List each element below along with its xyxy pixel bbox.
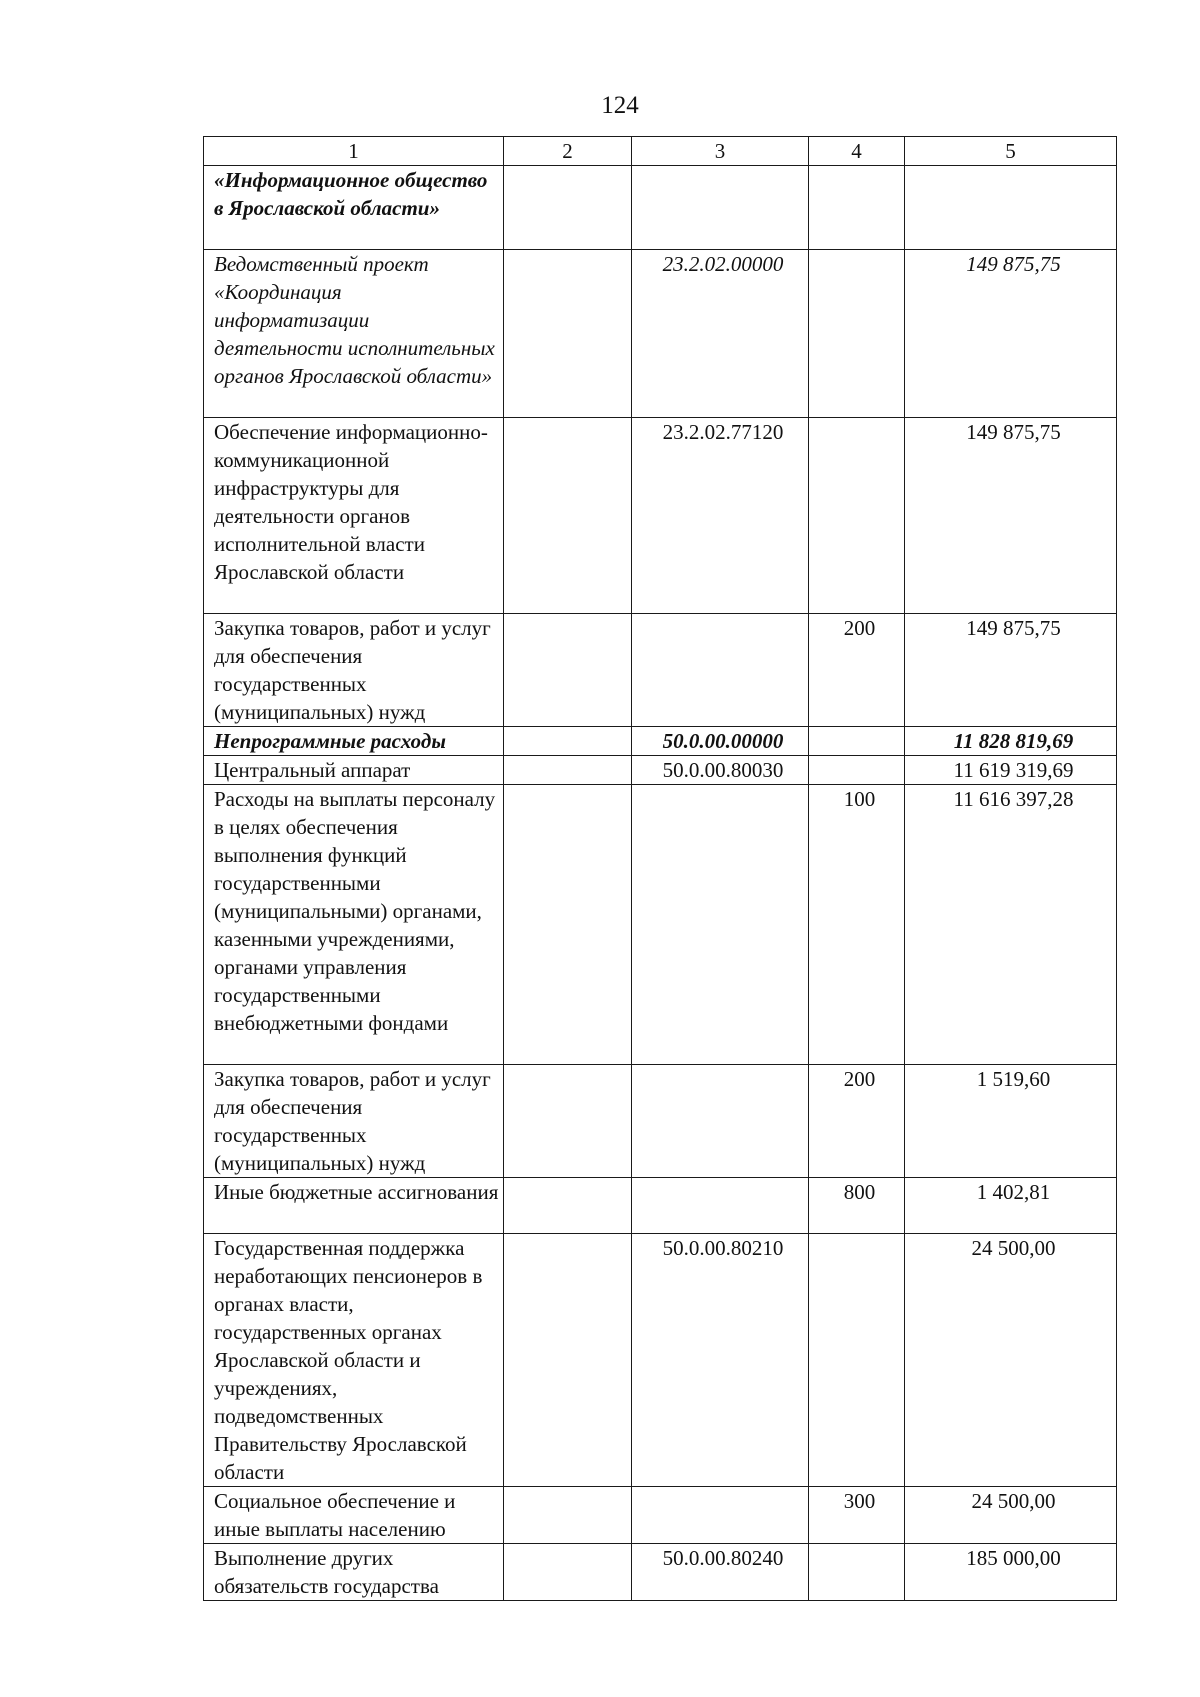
table-row — [204, 250, 1117, 418]
table-cell-col1: «Информационное общество в Ярославской области» — [204, 166, 504, 250]
table-cell-col5: 149 875,75 — [905, 614, 1117, 727]
table-cell-col2 — [504, 1544, 632, 1601]
table-row — [204, 727, 1117, 756]
table-cell-col4 — [809, 1234, 905, 1487]
table-cell-col5: 149 875,75 — [905, 418, 1117, 614]
page-number: 124 — [601, 92, 639, 119]
table-cell-col2 — [504, 418, 632, 614]
table-cell-col2 — [504, 614, 632, 727]
table-cell-col3: 23.2.02.77120 — [632, 418, 809, 614]
table-cell-col1: Центральный аппарат — [204, 756, 504, 785]
table-cell-col1: Иные бюджетные ассигнования — [204, 1178, 504, 1234]
table-cell-col4 — [809, 418, 905, 614]
table-cell-col4: 300 — [809, 1487, 905, 1544]
table-cell-col5 — [905, 166, 1117, 250]
table-cell-col2 — [504, 250, 632, 418]
table-cell-col4 — [809, 1544, 905, 1601]
table-cell-col4 — [809, 727, 905, 756]
column-header-2: 2 — [504, 137, 632, 166]
table-cell-col5: 1 402,81 — [905, 1178, 1117, 1234]
budget-table — [203, 136, 1117, 1601]
table-cell-col5: 1 519,60 — [905, 1065, 1117, 1178]
table-cell-col1: Государственная поддержка неработающих пенсионеров в органах власти, государственных органах Ярославской области и учреждениях, подведомственных Правительству Ярославской области — [204, 1234, 504, 1487]
table-cell-col4: 200 — [809, 614, 905, 727]
table-cell-col3 — [632, 166, 809, 250]
table-cell-col5: 11 616 397,28 — [905, 785, 1117, 1065]
table-cell-col1: Закупка товаров, работ и услуг для обеспечения государственных (муниципальных) нужд — [204, 1065, 504, 1178]
table-cell-col2 — [504, 1178, 632, 1234]
table-cell-col3: 50.0.00.80210 — [632, 1234, 809, 1487]
table-cell-col2 — [504, 785, 632, 1065]
table-cell-col5: 185 000,00 — [905, 1544, 1117, 1601]
table-cell-col1: Ведомственный проект «Координация информатизации деятельности исполнительных органов Ярославской области» — [204, 250, 504, 418]
table-cell-col2 — [504, 756, 632, 785]
table-row — [204, 166, 1117, 250]
table-cell-col3 — [632, 614, 809, 727]
table-cell-col3: 23.2.02.00000 — [632, 250, 809, 418]
table-cell-col3: 50.0.00.80030 — [632, 756, 809, 785]
table-cell-col4 — [809, 166, 905, 250]
table-cell-col5: 149 875,75 — [905, 250, 1117, 418]
table-cell-col4 — [809, 756, 905, 785]
table-cell-col1: Социальное обеспечение и иные выплаты населению — [204, 1487, 504, 1544]
table-cell-col1: Закупка товаров, работ и услуг для обеспечения государственных (муниципальных) нужд — [204, 614, 504, 727]
table-cell-col1: Выполнение других обязательств государства — [204, 1544, 504, 1601]
table-cell-col2 — [504, 1487, 632, 1544]
table-cell-col3 — [632, 1178, 809, 1234]
table-row — [204, 1178, 1117, 1234]
table-cell-col3 — [632, 1065, 809, 1178]
table-row — [204, 418, 1117, 614]
table-cell-col4: 200 — [809, 1065, 905, 1178]
table-header-row — [204, 137, 1117, 166]
table-cell-col1: Обеспечение информационно-коммуникационной инфраструктуры для деятельности органов исполнительной власти Ярославской области — [204, 418, 504, 614]
table-cell-col5: 11 619 319,69 — [905, 756, 1117, 785]
table-row — [204, 1234, 1117, 1487]
table-cell-col3: 50.0.00.00000 — [632, 727, 809, 756]
table-cell-col3 — [632, 1487, 809, 1544]
column-header-1: 1 — [204, 137, 504, 166]
table-row — [204, 785, 1117, 1065]
table-cell-col3: 50.0.00.80240 — [632, 1544, 809, 1601]
column-header-3: 3 — [632, 137, 809, 166]
table-cell-col2 — [504, 166, 632, 250]
table-cell-col5: 11 828 819,69 — [905, 727, 1117, 756]
table-row — [204, 1065, 1117, 1178]
column-header-5: 5 — [905, 137, 1117, 166]
table-cell-col4: 100 — [809, 785, 905, 1065]
table-row — [204, 1544, 1117, 1601]
table-cell-col3 — [632, 785, 809, 1065]
table-cell-col4 — [809, 250, 905, 418]
table-cell-col5: 24 500,00 — [905, 1234, 1117, 1487]
table-row — [204, 614, 1117, 727]
table-cell-col2 — [504, 1065, 632, 1178]
table-cell-col1: Непрограммные расходы — [204, 727, 504, 756]
table-cell-col1: Расходы на выплаты персоналу в целях обеспечения выполнения функций государственными (муниципальными) органами, казенными учреждениями, органами управления государственными внебюджетными фондами — [204, 785, 504, 1065]
table-cell-col2 — [504, 1234, 632, 1487]
table-cell-col2 — [504, 727, 632, 756]
table-cell-col5: 24 500,00 — [905, 1487, 1117, 1544]
column-header-4: 4 — [809, 137, 905, 166]
table-cell-col4: 800 — [809, 1178, 905, 1234]
table-row — [204, 756, 1117, 785]
table-row — [204, 1487, 1117, 1544]
